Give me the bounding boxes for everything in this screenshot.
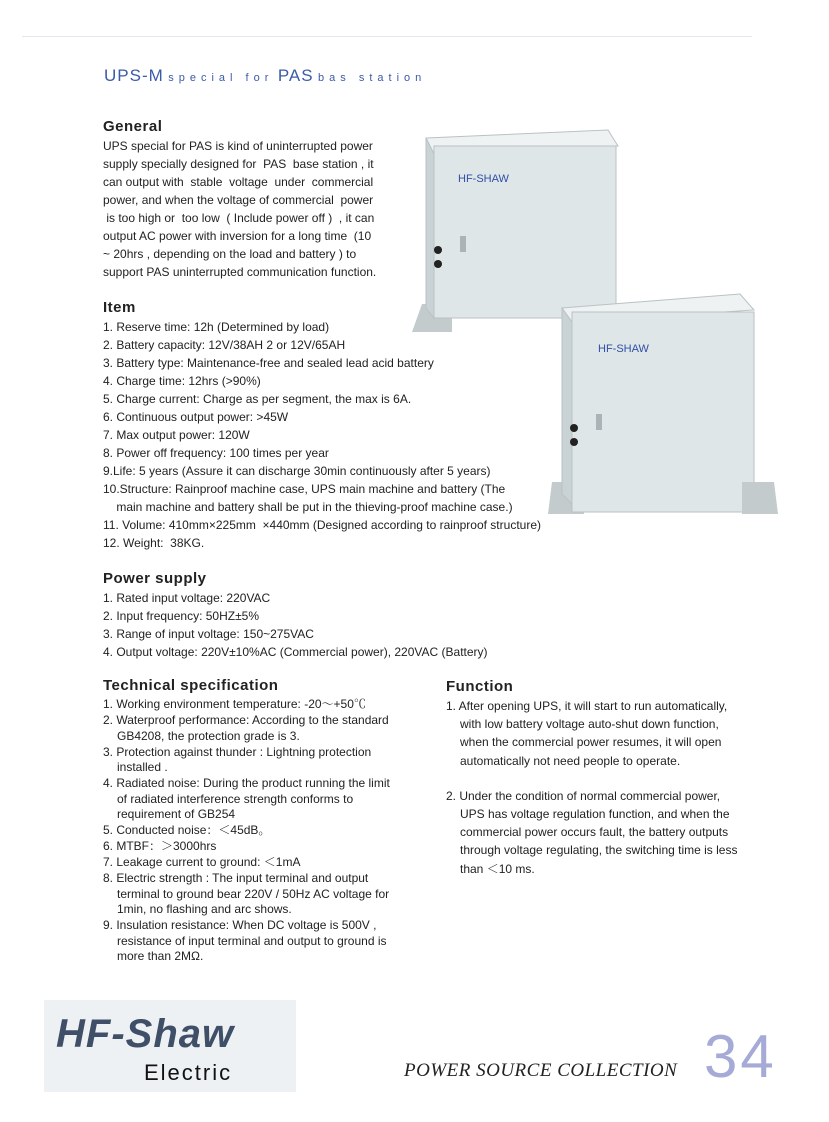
logo-brand: HF-Shaw — [56, 1012, 235, 1056]
technical-item: 7. Leakage current to ground: ＜1mA — [103, 855, 301, 869]
item-line: 11. Volume: 410mm×225mm ×440mm (Designed according to rainproof structure) — [103, 518, 541, 532]
general-line: power, and when the voltage of commercial power — [103, 193, 374, 207]
power-supply-heading: Power supply — [103, 570, 207, 587]
item-line: 8. Power off frequency: 100 times per year — [103, 446, 329, 460]
general-heading: General — [103, 118, 163, 135]
title-special-for: special for — [168, 72, 274, 84]
item-line: 5. Charge current: Charge as per segment, the max is 6A. — [103, 392, 412, 406]
title-pas: PAS — [277, 66, 314, 85]
function-list — [446, 697, 744, 878]
cabinet-foot-right-front — [742, 482, 778, 514]
item-line: 12. Weight: 38KG. — [103, 536, 205, 550]
item-heading: Item — [103, 299, 136, 316]
function-item: 2. Under the condition of normal commercial power, UPS has voltage regulation function, and when the commercial power occurs fault, the battery outputs through voltage regulating, the switching time is less than ＜10 ms. — [446, 788, 738, 876]
technical-item: 3. Protection against thunder : Lightning protection installed . — [103, 744, 372, 774]
title-model: UPS-M — [104, 66, 164, 85]
door-handle-front — [596, 414, 602, 430]
item-line: main machine and battery shall be put in the thieving-proof machine case.) — [103, 500, 513, 514]
item-line: 9.Life: 5 years (Assure it can discharge 30min continuously after 5 years) — [103, 464, 491, 478]
general-line: supply specially designed for PAS base station , it — [103, 157, 374, 171]
top-rule — [22, 36, 752, 37]
cabinet-front-panel — [572, 312, 754, 512]
technical-item: 1. Working environment temperature: -20～+50℃ — [103, 697, 366, 711]
page-title — [104, 66, 426, 86]
door-handle-back — [460, 236, 466, 252]
power-supply-line: 4. Output voltage: 220V±10%AC (Commercial power), 220VAC (Battery) — [103, 645, 488, 659]
item-line: 10.Structure: Rainproof machine case, UPS main machine and battery (The — [103, 482, 506, 496]
general-line: can output with stable voltage under commercial — [103, 175, 374, 189]
general-line: is too high or too low ( Include power off ) , it can — [103, 211, 375, 225]
item-line: 4. Charge time: 12hrs (>90%) — [103, 374, 261, 388]
power-supply-line: 1. Rated input voltage: 220VAC — [103, 591, 271, 605]
item-line: 1. Reserve time: 12h (Determined by load) — [103, 320, 330, 334]
company-logo — [44, 1000, 296, 1092]
technical-item: 6. MTBF：＞3000hrs — [103, 839, 217, 853]
technical-item: 2. Waterproof performance: According to the standard GB4208, the protection grade is 3. — [103, 713, 389, 743]
cabinet-label-front: HF-SHAW — [598, 343, 649, 355]
connector-bottom-back — [434, 260, 442, 268]
technical-item: 9. Insulation resistance: When DC voltage is 500V , resistance of input terminal and output to ground is more than 2MΩ. — [103, 918, 387, 963]
item-list — [103, 318, 583, 552]
general-line: support PAS uninterrupted communication function. — [103, 265, 377, 279]
technical-item: 4. Radiated noise: During the product running the limit of radiated interference strength conforms to requirement of GB254 — [103, 776, 390, 821]
general-line: output AC power with inversion for a long time (10 — [103, 229, 372, 243]
logo-electric: Electric — [144, 1060, 233, 1085]
power-supply-line: 3. Range of input voltage: 150~275VAC — [103, 627, 314, 641]
cabinet-side-front — [562, 308, 572, 504]
power-supply-line: 2. Input frequency: 50HZ±5% — [103, 609, 260, 623]
page-number: 34 — [704, 1023, 777, 1090]
technical-heading: Technical specification — [103, 677, 279, 694]
technical-item: 5. Conducted noise：＜45dB。 — [103, 823, 271, 837]
connector-top-front — [570, 424, 578, 432]
ups-cabinet-image-front — [548, 290, 778, 516]
connector-bottom-front — [570, 438, 578, 446]
connector-top-back — [434, 246, 442, 254]
technical-item: 8. Electric strength : The input terminal and output terminal to ground bear 220V / 50Hz AC voltage for 1min, no flashing and arc shows. — [103, 871, 390, 916]
general-line: ~ 20hrs , depending on the load and battery ) to — [103, 247, 357, 261]
general-text — [103, 137, 403, 281]
collection-title: POWER SOURCE COLLECTION — [404, 1060, 678, 1081]
item-line: 3. Battery type: Maintenance-free and sealed lead acid battery — [103, 356, 434, 370]
function-item: 1. After opening UPS, it will start to run automatically, with low battery voltage auto-shut down function, when the commercial power resumes, it will open automatically not need people to operate. — [446, 699, 728, 768]
item-line: 7. Max output power: 120W — [103, 428, 250, 442]
cabinet-label-back: HF-SHAW — [458, 173, 509, 185]
power-supply-list — [103, 589, 543, 661]
general-line: UPS special for PAS is kind of uninterrupted power — [103, 139, 373, 153]
function-heading: Function — [446, 678, 514, 695]
technical-list — [103, 697, 403, 965]
item-line: 2. Battery capacity: 12V/38AH 2 or 12V/65AH — [103, 338, 346, 352]
title-bas-station: bas station — [318, 72, 427, 84]
item-line: 6. Continuous output power: >45W — [103, 410, 289, 424]
cabinet-side — [426, 138, 434, 318]
